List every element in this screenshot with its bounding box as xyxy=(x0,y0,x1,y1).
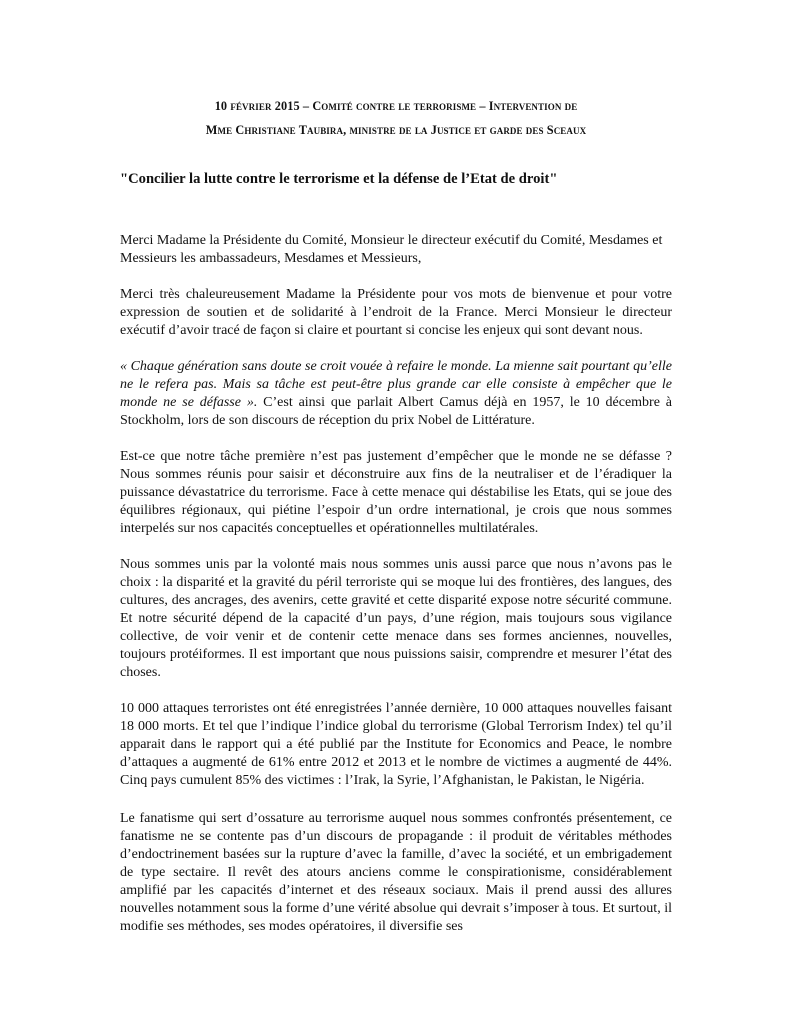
document-page xyxy=(120,94,672,936)
paragraph-statistics: 10 000 attaques terroristes ont été enregistrées l’année dernière, 10 000 attaques nouvelles faisant 18 000 morts. Et tel que l’indique l’indice global du terrorisme (Global Terrorism Index) tel qu’il apparait dans le rapport qui a été publié par the Institute for Economics and Peace, le nombre d’attaques a augmenté de 61% entre 2012 et 2013 et le nombre de victimes a augmenté de 44%. Cinq pays cumulent 85% des victimes : l’Irak, la Syrie, l’Afghanistan, le Pakistan, le Nigéria. xyxy=(120,701,672,788)
camus-quote: « Chaque génération sans doute se croit vouée à refaire le monde. La mienne sait pourtant qu’elle ne le refera pas. Mais sa tâche est peut-être plus grande car elle consiste à empêcher que le monde ne se défasse ». xyxy=(120,359,672,410)
speech-title: "Concilier la lutte contre le terrorisme et la défense de l’Etat de droit" xyxy=(120,171,558,187)
header-line-2: Mme Christiane Taubira, ministre de la Justice et garde des Sceaux xyxy=(205,123,587,137)
paragraph-unity: Nous sommes unis par la volonté mais nous sommes unis aussi parce que nous n’avons pas le choix : la disparité et la gravité du péril terroriste qui se moque lui des frontières, des langues, des cultures, des ancrages, des avenirs, cette gravité et cette disparité expose notre sécurité commune. Et notre sécurité dépend de la capacité d’un pays, d’une région, mais toujours sous vigilance collective, de voir venir et de contenir cette menace dans ses formes anciennes, nouvelles, toujours protéiformes. Il est important que nous puissions saisir, comprendre et mesurer l’état des choses. xyxy=(120,557,672,680)
paragraph-fanaticism: Le fanatisme qui sert d’ossature au terrorisme auquel nous sommes confrontés présentement, ce fanatisme ne se contente pas d’un discours de propagande : il produit de véritables méthodes d’endoctrinement basées sur la rupture d’avec la famille, d’avec la société, et un embrigadement de type sectaire. Il revêt des atours anciens comme le conspirationisme, considérablement amplifié par les capacités d’internet et des réseaux sociaux. Mais il prend aussi des allures nouvelles notamment sous la forme d’une vérité absolue qui devrait s’imposer à tous. Et surtout, il modifie ses méthodes, ses modes opératoires, il diversifie ses xyxy=(120,811,672,934)
paragraph-salutation: Merci Madame la Présidente du Comité, Monsieur le directeur exécutif du Comité, Mesdames et Messieurs les ambassadeurs, Mesdames et Messieurs, xyxy=(120,233,663,266)
paragraph-camus-quote xyxy=(120,358,672,430)
paragraph-task: Est-ce que notre tâche première n’est pas justement d’empêcher que le monde ne se défasse ? Nous sommes réunis pour saisir et déconstruire aux fins de la neutraliser et de l’éradiquer la puissance dévastatrice du terrorisme. Face à cette menace qui déstabilise les Etats, qui se joue des équilibres régionaux, qui piétine l’espoir d’un ordre international, je crois que nous sommes interpelés sur nos capacités conceptuelles et opérationnelles multilatérales. xyxy=(120,449,672,536)
header-line-1: 10 février 2015 – Comité contre le terrorisme – Intervention de xyxy=(214,99,578,113)
camus-attribution: C’est ainsi que parlait Albert Camus déjà en 1957, le 10 décembre à Stockholm, lors de son discours de réception du prix Nobel de Littérature. xyxy=(120,395,672,428)
paragraph-thanks: Merci très chaleureusement Madame la Présidente pour vos mots de bienvenue et pour votre expression de soutien et de solidarité à l’endroit de la France. Merci Monsieur le directeur exécutif d’avoir tracé de façon si claire et pourtant si concise les enjeux qui sont devant nous. xyxy=(120,287,672,338)
